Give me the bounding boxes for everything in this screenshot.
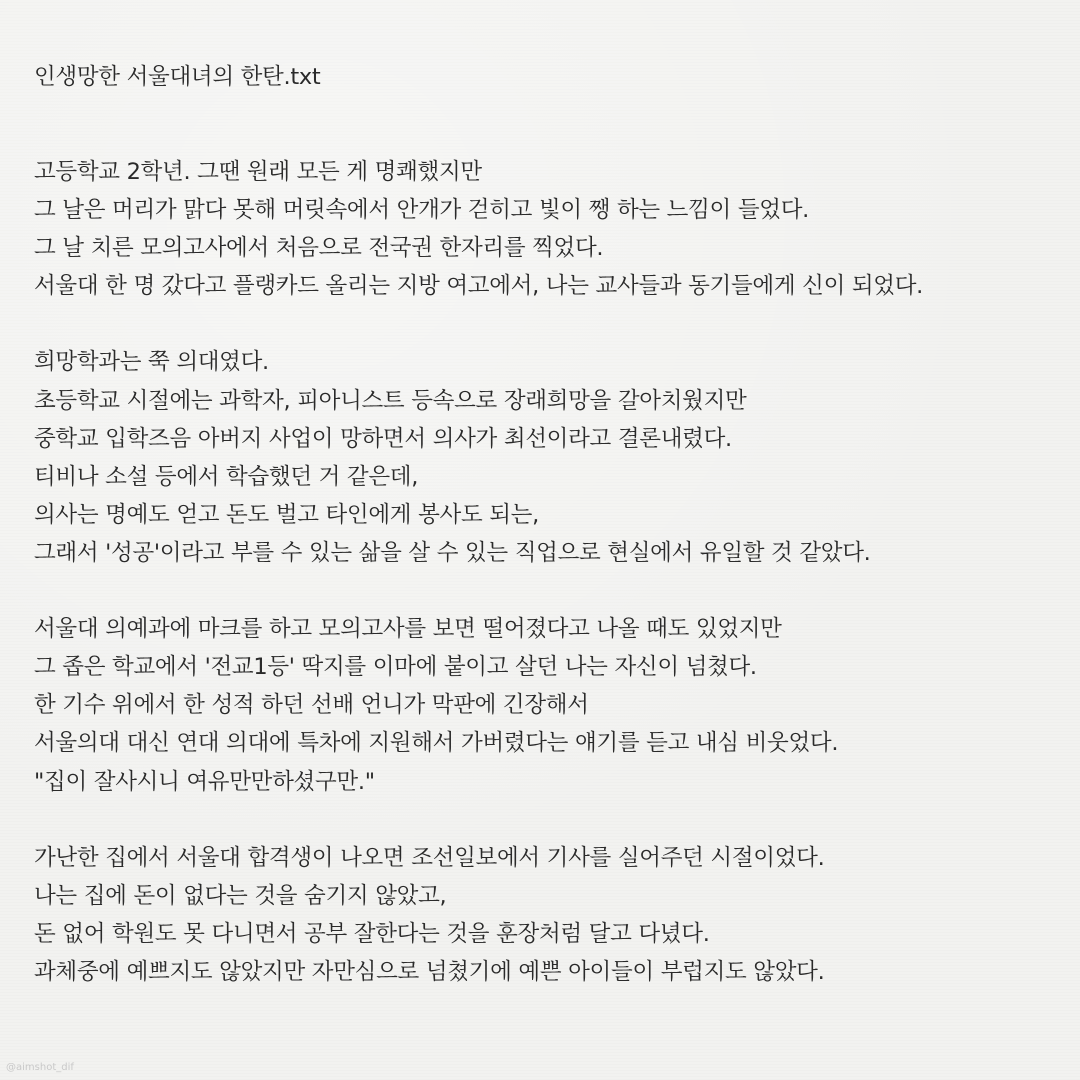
document-body <box>34 58 1064 991</box>
text-line: 희망학과는 쭉 의대였다. <box>34 349 269 376</box>
paragraph-1 <box>34 153 1064 305</box>
text-line: 서울의대 대신 연대 의대에 특차에 지원해서 가버렸다는 얘기를 듣고 내심 비웃었다. <box>34 730 839 757</box>
spacer <box>34 96 1064 153</box>
text-line: 그 날은 머리가 맑다 못해 머릿속에서 안개가 걷히고 빛이 쨍 하는 느낌이 들었다. <box>34 197 809 224</box>
text-line: 그 날 치른 모의고사에서 처음으로 전국권 한자리를 찍었다. <box>34 235 604 262</box>
text-line: 과체중에 예쁘지도 않았지만 자만심으로 넘쳤기에 예쁜 아이들이 부럽지도 않았다. <box>34 958 825 985</box>
spacer <box>34 801 1064 839</box>
text-line: 중학교 입학즈음 아버지 사업이 망하면서 의사가 최선이라고 결론내렸다. <box>34 425 732 452</box>
spacer <box>34 572 1064 610</box>
text-line: 그래서 '성공'이라고 부를 수 있는 삶을 살 수 있는 직업으로 현실에서 유일할 것 같았다. <box>34 539 871 566</box>
text-line: 티비나 소설 등에서 학습했던 거 같은데, <box>34 463 419 490</box>
text-line: 그 좁은 학교에서 '전교1등' 딱지를 이마에 붙이고 살던 나는 자신이 넘쳤다. <box>34 654 757 681</box>
text-line: 고등학교 2학년. 그땐 원래 모든 게 명쾌했지만 <box>34 159 482 185</box>
text-line: 나는 집에 돈이 없다는 것을 숨기지 않았고, <box>34 882 447 909</box>
text-line: 한 기수 위에서 한 성적 하던 선배 언니가 막판에 긴장해서 <box>34 692 589 719</box>
text-line: 가난한 집에서 서울대 합격생이 나오면 조선일보에서 기사를 실어주던 시절이었다. <box>34 844 825 871</box>
text-line: 의사는 명예도 얻고 돈도 벌고 타인에게 봉사도 되는, <box>34 501 539 528</box>
paragraph-3 <box>34 610 1064 800</box>
paragraph-2 <box>34 343 1064 572</box>
text-line: 서울대 의예과에 마크를 하고 모의고사를 보면 떨어졌다고 나올 때도 있었지만 <box>34 616 782 643</box>
paragraph-4 <box>34 839 1064 991</box>
document-title: 인생망한 서울대녀의 한탄.txt <box>34 64 321 90</box>
text-line: "집이 잘사시니 여유만만하셨구만." <box>34 768 375 795</box>
text-line: 돈 없어 학원도 못 다니면서 공부 잘한다는 것을 훈장처럼 달고 다녔다. <box>34 920 710 947</box>
spacer <box>34 305 1064 343</box>
text-line: 서울대 한 명 갔다고 플랭카드 올리는 지방 여고에서, 나는 교사들과 동기들에게 신이 되었다. <box>34 273 924 300</box>
text-line: 초등학교 시절에는 과학자, 피아니스트 등속으로 장래희망을 갈아치웠지만 <box>34 387 747 414</box>
watermark: @aimshot_dif <box>6 1062 74 1073</box>
